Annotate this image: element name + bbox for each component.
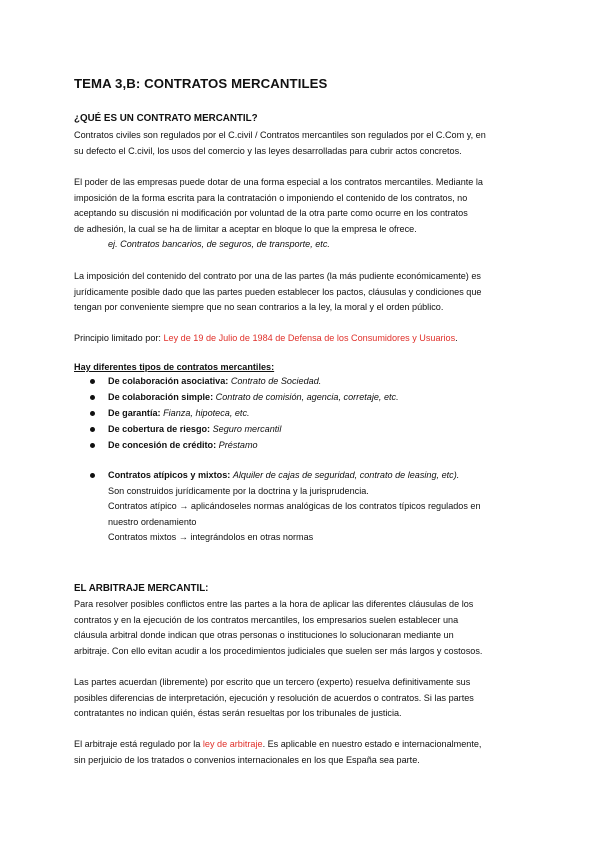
- principle-end: .: [455, 333, 458, 343]
- text-line: El poder de las empresas puede dotar de una forma especial a los contratos mercantiles. Mediante la: [74, 177, 483, 187]
- types-heading-text: Hay diferentes tipos de contratos mercantiles:: [74, 362, 275, 372]
- bullet-icon: [90, 427, 95, 432]
- text-line: sin perjuicio de los tratados o convenios internacionales en los que España sea parte.: [74, 754, 420, 765]
- paragraph-imposition: [74, 269, 534, 316]
- type-example: Alquiler de cajas de seguridad, contrato de leasing, etc).: [232, 470, 460, 480]
- section-heading-what-is: ¿QUÉ ES UN CONTRATO MERCANTIL?: [74, 113, 258, 124]
- list-item: [74, 390, 534, 406]
- type-label: De concesión de crédito:: [108, 440, 219, 450]
- list-item: [74, 406, 534, 422]
- type-label: De cobertura de riesgo:: [108, 424, 213, 434]
- paragraph-arbitration-agreement: [74, 675, 534, 722]
- section-heading-arbitration: EL ARBITRAJE MERCANTIL:: [74, 583, 209, 594]
- bullet-icon: [90, 443, 95, 448]
- type-example: Contrato de Sociedad.: [230, 376, 322, 386]
- text-line: jurídicamente posible dado que las partes pueden establecer los pactos, cláusulas y condiciones que: [74, 286, 482, 297]
- bullet-icon: [90, 411, 95, 416]
- text-line: Contratos mixtos → integrándolos en otras normas: [108, 532, 314, 542]
- text-line: tengan por conveniente siempre que no sean contrarios a la ley, la moral y el orden público.: [74, 302, 444, 312]
- list-item: [74, 438, 534, 454]
- list-item: [74, 468, 534, 484]
- text-line: Las partes acuerdan (libremente) por escrito que un tercero (experto) resuelva definitivamente sus: [74, 677, 471, 687]
- paragraph-principle: [74, 331, 534, 347]
- text-line: [74, 737, 534, 753]
- text-line: imposición de la forma escrita para la contratación o imponiendo el contenido de los contratos, no: [74, 192, 468, 203]
- type-label: De garantía:: [108, 408, 164, 418]
- type-label: Contratos atípicos y mixtos:: [108, 470, 233, 480]
- text-line: cláusula arbitral donde indican que otras personas o instituciones lo solucionaran mediante un: [74, 630, 454, 640]
- text-line: Son construidos jurídicamente por la doctrina y la jurisprudencia.: [108, 485, 369, 496]
- text-line: Contratos atípico → aplicándoseles normas analógicas de los contratos típicos regulados en: [108, 501, 481, 511]
- type-label: De colaboración simple:: [108, 392, 216, 402]
- text-line: nuestro ordenamiento: [108, 516, 197, 527]
- type-example: Fianza, hipoteca, etc.: [163, 408, 250, 418]
- law-post: . Es aplicable en nuestro estado e internacionalmente,: [262, 739, 482, 749]
- type-example: Contrato de comisión, agencia, corretaje, etc.: [215, 392, 399, 402]
- text-line: contratantes no indican quién, éstas serán resueltas por los tribunales de justicia.: [74, 708, 402, 718]
- text-line: Para resolver posibles conflictos entre las partes a la hora de aplicar las diferentes cláusulas de los: [74, 599, 474, 609]
- paragraph-company-power: [74, 175, 534, 253]
- paragraph-arbitration-intro: [74, 597, 534, 659]
- text-line: Contratos civiles son regulados por el C.civil / Contratos mercantiles son regulados por el C.Com y, en: [74, 130, 486, 140]
- list-item: [74, 374, 534, 390]
- type-example: Seguro mercantil: [212, 424, 282, 434]
- text-line: La imposición del contenido del contrato por una de las partes (la más pudiente económicamente) es: [74, 271, 481, 281]
- list-item: [74, 422, 534, 438]
- document-title: TEMA 3,B: CONTRATOS MERCANTILES: [74, 76, 328, 91]
- paragraph-arbitration-law: [74, 737, 534, 768]
- consumer-law-reference: Ley de 19 de Julio de 1984 de Defensa de los Consumidores y Usuarios: [163, 333, 456, 343]
- paragraph-civil-vs-mercantile: [74, 128, 534, 159]
- text-line: aceptando su discusión ni modificación por voluntad de la otra parte como ocurre en los contratos: [74, 208, 468, 218]
- text-line: arbitraje. Con ello evitan acudir a los procedimientos judiciales que suelen ser más largos y costosos.: [74, 645, 483, 656]
- type-label: De colaboración asociativa:: [108, 376, 231, 386]
- text-line: su defecto el C.civil, los usos del comercio y las leyes desarrolladas para cubrir actos concretos.: [74, 145, 462, 156]
- text-line: posibles diferencias de interpretación, ejecución y resolución de acuerdos o contratos. Si las partes: [74, 692, 474, 703]
- arbitration-law-reference: ley de arbitraje: [202, 739, 263, 749]
- example-line: ej. Contratos bancarios, de seguros, de transporte, etc.: [108, 239, 330, 249]
- law-pre: El arbitraje está regulado por la: [74, 739, 203, 749]
- bullet-icon: [90, 395, 95, 400]
- bullet-icon: [90, 379, 95, 384]
- bullet-icon: [90, 473, 95, 478]
- principle-label: Principio limitado por:: [74, 333, 164, 343]
- atypical-contracts-item: [74, 468, 534, 546]
- text-line: contratos y en la ejecución de los contratos mercantiles, los empresarios suelen establecer una: [74, 614, 459, 625]
- type-example: Préstamo: [218, 440, 258, 450]
- text-line: de adhesión, la cual se ha de limitar a aceptar en bloque lo que la empresa le ofrece.: [74, 223, 417, 234]
- contract-types-list: [74, 374, 534, 454]
- text-line: [74, 331, 534, 347]
